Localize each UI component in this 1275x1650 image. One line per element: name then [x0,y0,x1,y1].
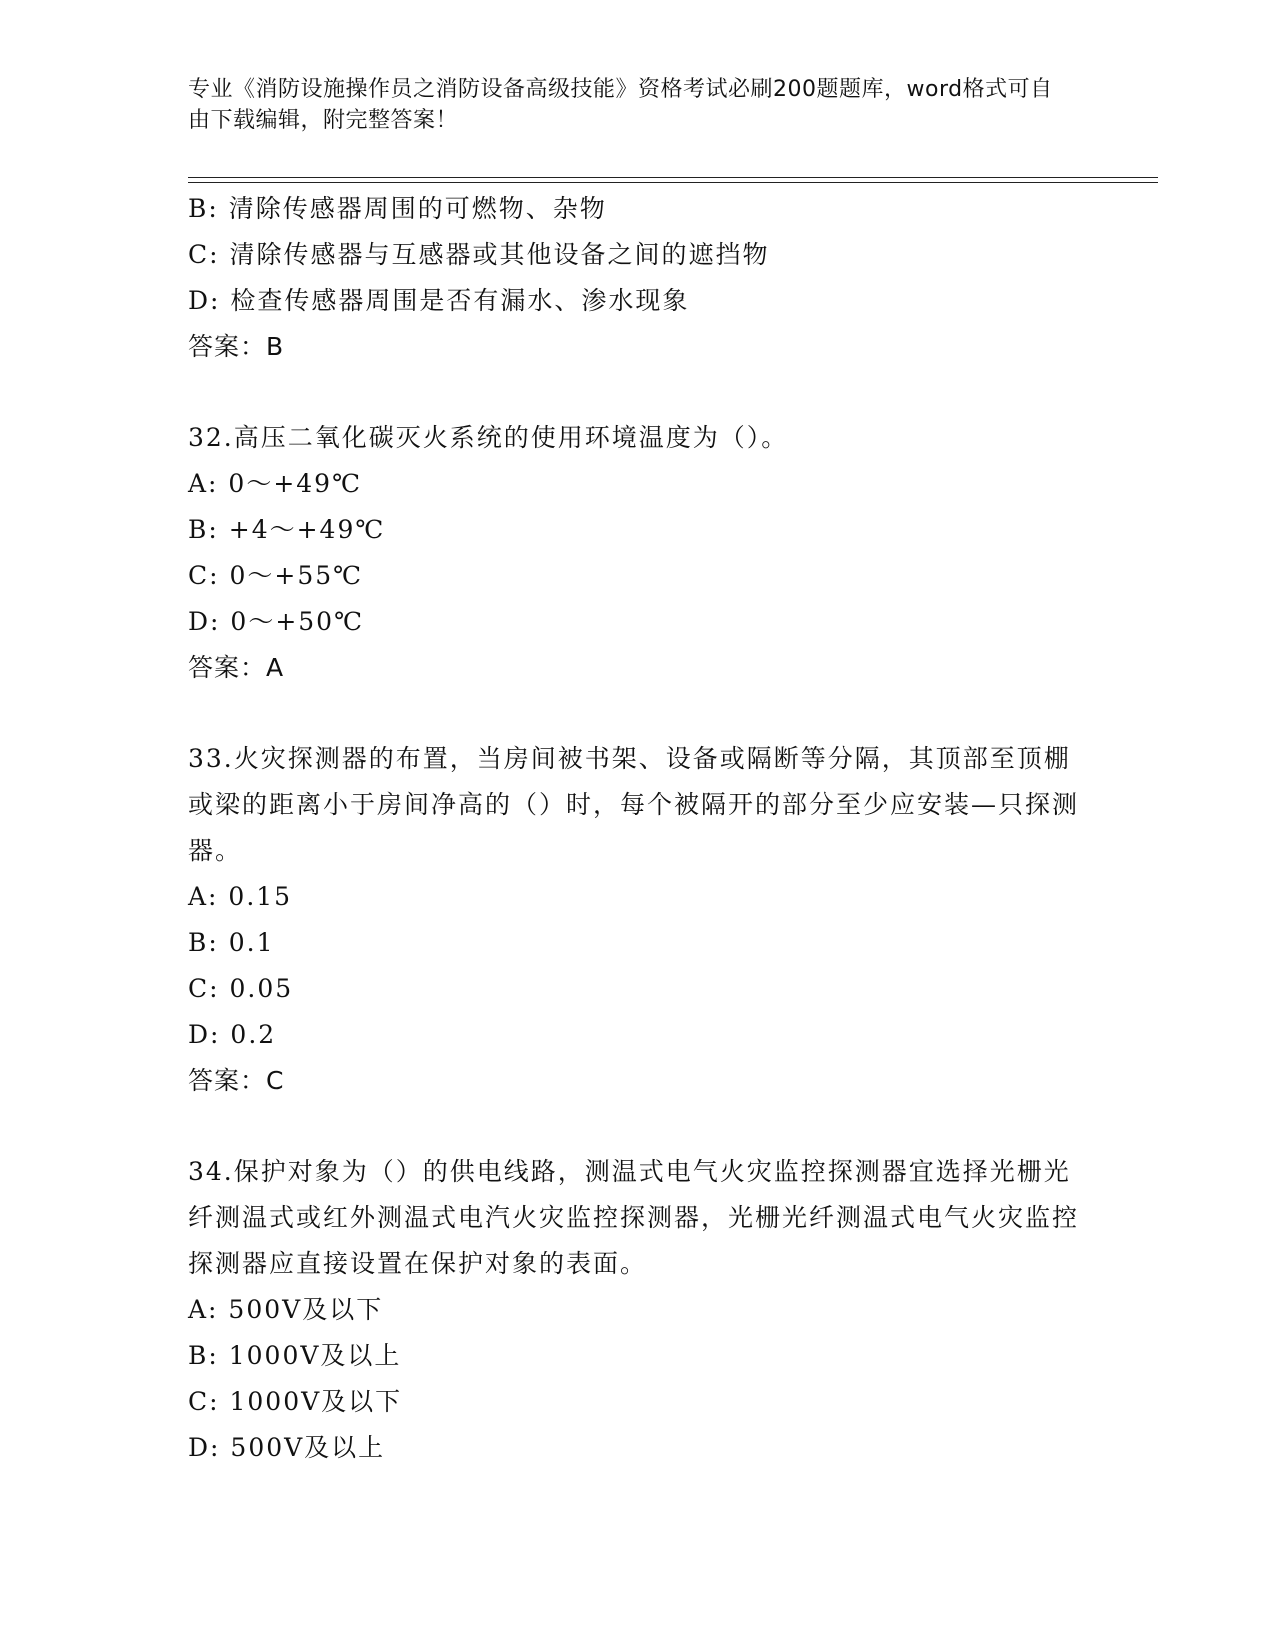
option-c: C: 清除传感器与互感器或其他设备之间的遮挡物 [188,240,770,269]
question-33 [188,736,1088,1104]
question-stem: 33.火灾探测器的布置，当房间被书架、设备或隔断等分隔，其顶部至顶棚或梁的距离小于房间净高的（）时，每个被隔开的部分至少应安装—只探测器。 [188,744,1080,865]
question-34 [188,1149,1088,1471]
header-divider-top [188,177,1158,178]
option-b: B: 1000V及以上 [188,1341,402,1370]
prev-question-block [188,186,1088,370]
option-c: C: 1000V及以下 [188,1387,403,1416]
question-32 [188,415,1088,691]
option-a: A: 0～+49℃ [188,469,363,498]
question-content [188,186,1088,1471]
question-stem: 34.保护对象为（）的供电线路，测温式电气火灾监控探测器宜选择光栅光纤测温式或红外测温式电汽火灾监控探测器，光栅光纤测温式电气火灾监控探测器应直接设置在保护对象的表面。 [188,1157,1080,1278]
document-header: 专业《消防设施操作员之消防设备高级技能》资格考试必刷200题题库，word格式可自由下载编辑，附完整答案！ [188,77,1053,133]
option-b: B: 0.1 [188,928,275,957]
option-c: C: 0.05 [188,974,294,1003]
option-b: B: 清除传感器周围的可燃物、杂物 [188,194,607,223]
option-b: B: +4～+49℃ [188,515,386,544]
option-d: D: 0.2 [188,1020,277,1049]
answer-label: 答案：B [188,332,285,361]
option-c: C: 0～+55℃ [188,561,364,590]
option-a: A: 500V及以下 [188,1295,384,1324]
question-stem: 32.高压二氧化碳灭火系统的使用环境温度为（）。 [188,423,789,452]
option-d: D: 检查传感器周围是否有漏水、渗水现象 [188,286,690,315]
option-d: D: 0～+50℃ [188,607,365,636]
option-d: D: 500V及以上 [188,1433,386,1462]
option-a: A: 0.15 [188,882,293,911]
header-divider-bottom [188,182,1158,183]
answer-label: 答案：A [188,653,285,682]
answer-label: 答案：C [188,1066,285,1095]
